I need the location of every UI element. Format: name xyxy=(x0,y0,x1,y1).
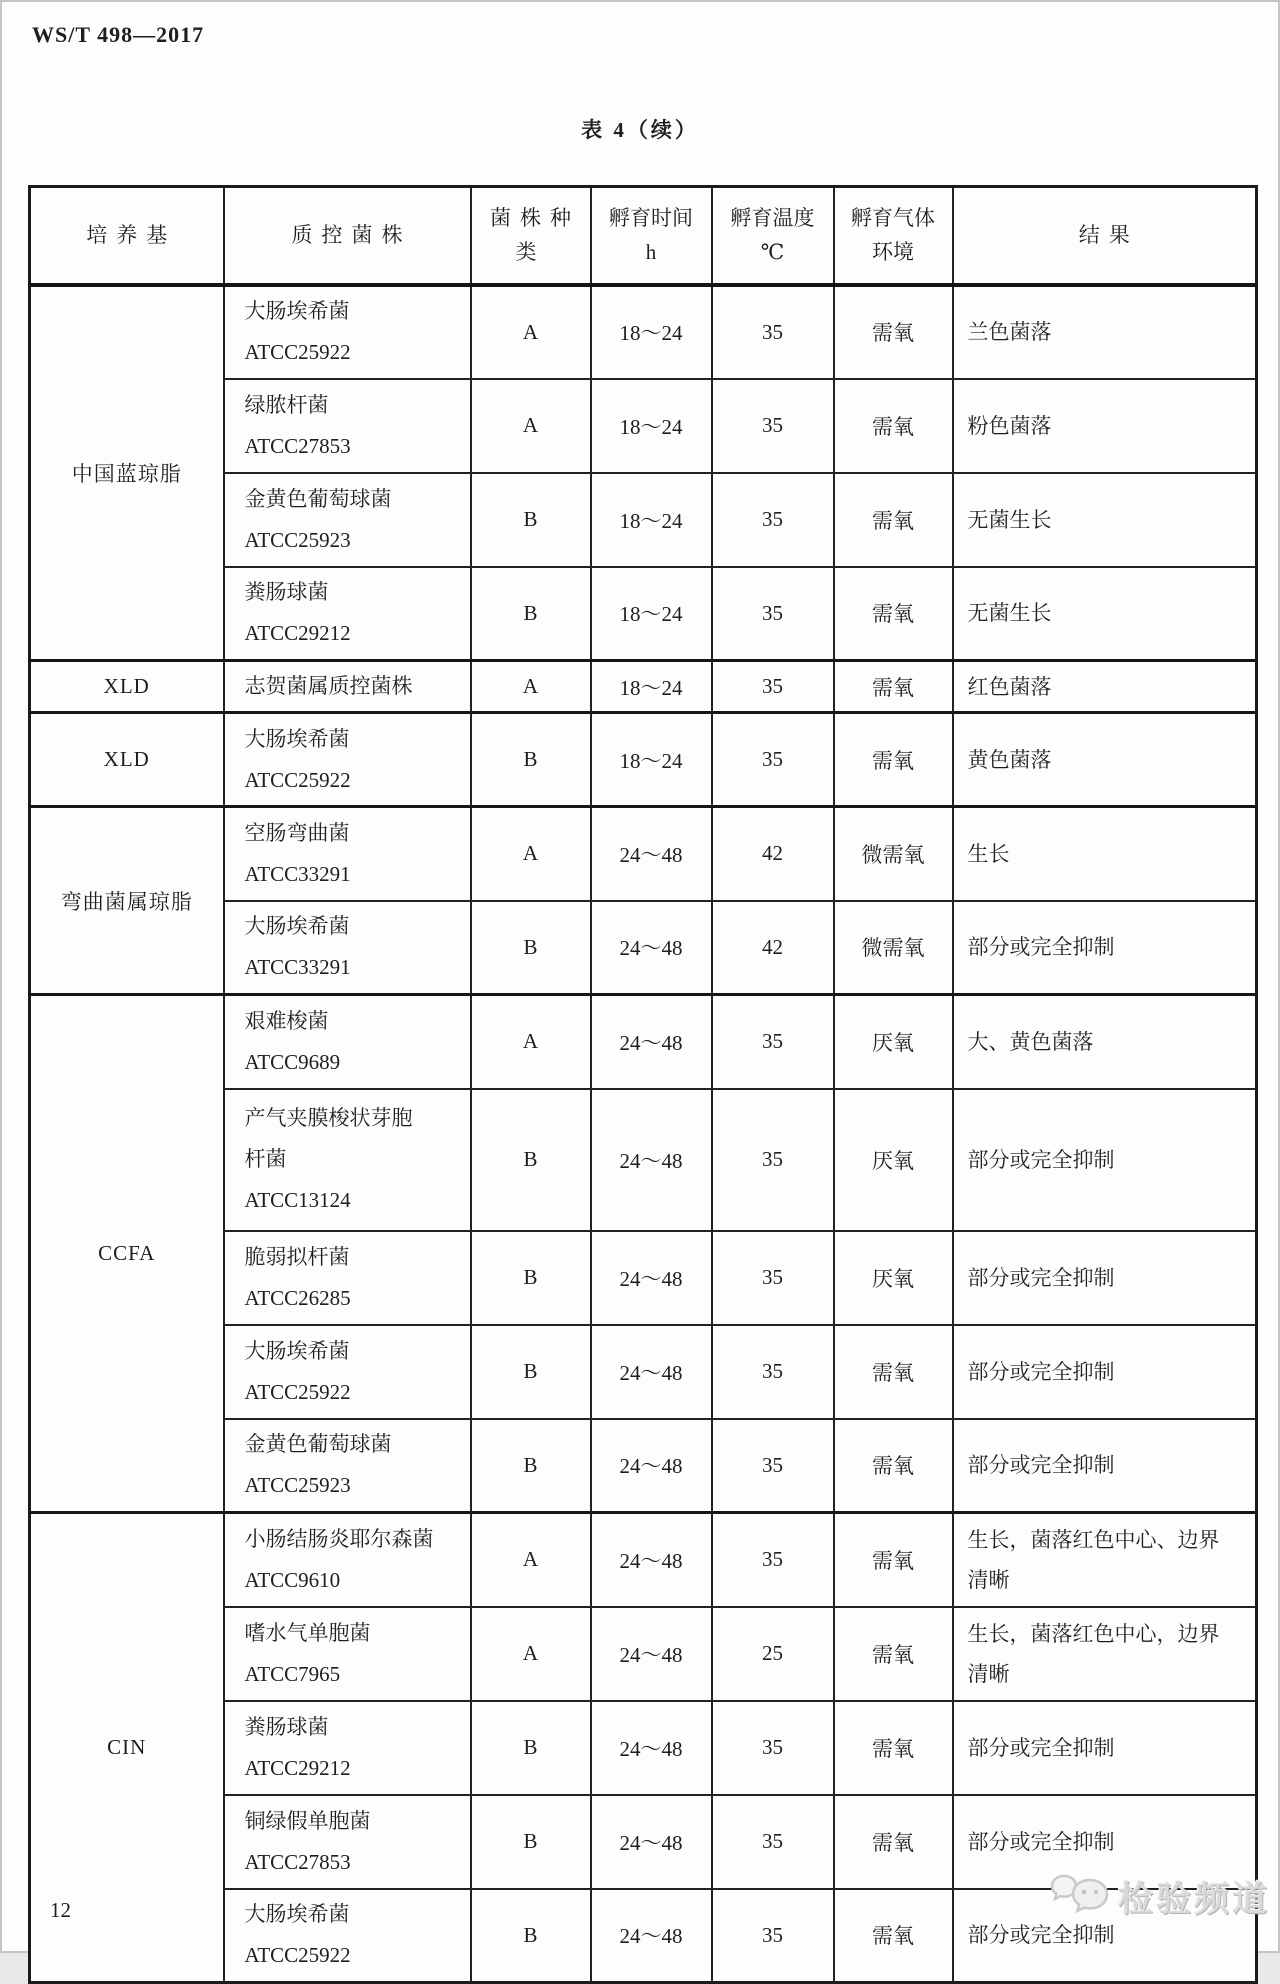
column-header-line: 孵育温度 xyxy=(730,206,815,231)
strain-line: ATCC27853 xyxy=(244,433,351,458)
gas-environment-cell: 需氧 xyxy=(834,661,953,713)
medium-cell: 中国蓝琼脂 xyxy=(30,285,224,661)
incubation-temp-cell: 35 xyxy=(712,1419,834,1513)
gas-environment-cell: 需氧 xyxy=(834,1795,953,1889)
strain-line: 脆弱拟杆菌 xyxy=(244,1244,350,1269)
result-cell xyxy=(953,1701,1257,1795)
strain-type-cell: A xyxy=(471,995,591,1089)
strain-type-cell: B xyxy=(471,1889,591,1983)
table-row xyxy=(30,995,1257,1089)
incubation-time-cell: 18～24 xyxy=(591,661,712,713)
table-body xyxy=(30,285,1257,1983)
result-cell xyxy=(953,713,1257,807)
strain-type-cell: A xyxy=(471,1513,591,1607)
column-header-line: 质控菌株 xyxy=(291,223,412,248)
result-line: 大、黄色菌落 xyxy=(967,1029,1094,1054)
strain-cell xyxy=(224,901,471,995)
strain-line: ATCC29212 xyxy=(244,621,351,646)
strain-line: 小肠结肠炎耶尔森菌 xyxy=(244,1526,434,1551)
gas-environment-cell: 微需氧 xyxy=(834,807,953,901)
result-line: 部分或完全抑制 xyxy=(967,1265,1115,1290)
result-cell xyxy=(953,1419,1257,1513)
result-line: 红色菌落 xyxy=(967,674,1052,699)
gas-environment-cell: 需氧 xyxy=(834,1889,953,1983)
strain-cell xyxy=(224,473,471,567)
strain-line: ATCC29212 xyxy=(244,1755,351,1780)
strain-line: 大肠埃希菌 xyxy=(244,1338,350,1363)
medium-cell: CIN xyxy=(30,1513,224,1983)
incubation-temp-cell: 35 xyxy=(712,995,834,1089)
strain-line: ATCC25922 xyxy=(244,1379,351,1404)
result-line: 生长，菌落红色中心，边界 xyxy=(967,1621,1220,1646)
strain-cell xyxy=(224,1325,471,1419)
strain-line: ATCC33291 xyxy=(244,861,351,886)
strain-type-cell: B xyxy=(471,473,591,567)
strain-type-cell: A xyxy=(471,807,591,901)
incubation-temp-cell: 35 xyxy=(712,1701,834,1795)
strain-type-cell: B xyxy=(471,1419,591,1513)
incubation-temp-cell: 35 xyxy=(712,1089,834,1231)
strain-type-cell: B xyxy=(471,1795,591,1889)
incubation-time-cell: 24～48 xyxy=(591,1419,712,1513)
incubation-temp-cell: 35 xyxy=(712,1889,834,1983)
gas-environment-cell: 厌氧 xyxy=(834,1231,953,1325)
incubation-time-cell: 18～24 xyxy=(591,567,712,661)
strain-type-cell: B xyxy=(471,1089,591,1231)
gas-environment-cell: 需氧 xyxy=(834,1513,953,1607)
incubation-time-cell: 24～48 xyxy=(591,1889,712,1983)
result-cell xyxy=(953,567,1257,661)
gas-environment-cell: 需氧 xyxy=(834,1607,953,1701)
strain-cell xyxy=(224,713,471,807)
table-row xyxy=(30,713,1257,807)
table-row xyxy=(30,807,1257,901)
column-header-4 xyxy=(712,187,834,285)
strain-line: 绿脓杆菌 xyxy=(244,392,329,417)
table-row xyxy=(30,661,1257,713)
strain-cell xyxy=(224,1701,471,1795)
column-header-0 xyxy=(30,187,224,285)
strain-line: ATCC25923 xyxy=(244,527,351,552)
gas-environment-cell: 需氧 xyxy=(834,1419,953,1513)
result-cell xyxy=(953,1231,1257,1325)
gas-environment-cell: 需氧 xyxy=(834,713,953,807)
incubation-time-cell: 24～48 xyxy=(591,807,712,901)
strain-line: 艰难梭菌 xyxy=(244,1008,329,1033)
strain-line: 金黄色葡萄球菌 xyxy=(244,1432,392,1457)
table-row xyxy=(30,285,1257,379)
column-header-5 xyxy=(834,187,953,285)
strain-line: ATCC25922 xyxy=(244,767,351,792)
strain-line: 大肠埃希菌 xyxy=(244,1902,350,1927)
doc-number: WS/T 498—2017 xyxy=(32,22,205,47)
column-header-line: h xyxy=(645,240,657,265)
column-header-line: 结果 xyxy=(1078,223,1139,248)
result-line: 清晰 xyxy=(967,1661,1010,1686)
strain-cell xyxy=(224,1889,471,1983)
incubation-time-cell: 24～48 xyxy=(591,901,712,995)
result-line: 部分或完全抑制 xyxy=(967,1453,1115,1478)
strain-cell xyxy=(224,1089,471,1231)
strain-line: ATCC27853 xyxy=(244,1849,351,1874)
incubation-temp-cell: 35 xyxy=(712,1513,834,1607)
strain-line: ATCC26285 xyxy=(244,1285,351,1310)
strain-line: 大肠埃希菌 xyxy=(244,726,350,751)
strain-cell xyxy=(224,1795,471,1889)
incubation-temp-cell: 42 xyxy=(712,807,834,901)
result-line: 粉色菌落 xyxy=(967,413,1052,438)
table-title: 表 4（续） xyxy=(581,118,699,142)
result-line: 兰色菌落 xyxy=(967,320,1052,344)
column-header-2 xyxy=(471,187,591,285)
strain-type-cell: B xyxy=(471,901,591,995)
result-line: 黄色菌落 xyxy=(967,747,1052,772)
medium-cell: CCFA xyxy=(30,995,224,1513)
result-line: 部分或完全抑制 xyxy=(967,1923,1115,1948)
result-cell xyxy=(953,285,1257,379)
incubation-temp-cell: 35 xyxy=(712,713,834,807)
strain-cell xyxy=(224,995,471,1089)
watermark-text: 检验频道 xyxy=(1118,1879,1271,1919)
gas-environment-cell: 需氧 xyxy=(834,1325,953,1419)
strain-line: 嗜水气单胞菌 xyxy=(244,1620,371,1645)
result-line: 部分或完全抑制 xyxy=(967,1147,1115,1172)
gas-environment-cell: 需氧 xyxy=(834,379,953,473)
result-cell xyxy=(953,379,1257,473)
strain-type-cell: B xyxy=(471,1701,591,1795)
incubation-time-cell: 24～48 xyxy=(591,1325,712,1419)
strain-cell xyxy=(224,807,471,901)
result-cell xyxy=(953,1795,1257,1889)
strain-cell xyxy=(224,661,471,713)
result-line: 清晰 xyxy=(967,1567,1010,1592)
strain-line: ATCC33291 xyxy=(244,955,351,980)
result-line: 部分或完全抑制 xyxy=(967,935,1115,960)
strain-line: 金黄色葡萄球菌 xyxy=(244,486,392,511)
strain-line: ATCC13124 xyxy=(244,1188,351,1212)
incubation-time-cell: 18～24 xyxy=(591,473,712,567)
strain-type-cell: B xyxy=(471,567,591,661)
strain-line: 铜绿假单胞菌 xyxy=(244,1808,371,1833)
qc-table xyxy=(28,185,1258,1984)
column-header-line: 孵育时间 xyxy=(609,206,693,231)
strain-line: ATCC25923 xyxy=(244,1473,351,1498)
column-header-line: 环境 xyxy=(872,240,914,265)
table-row xyxy=(30,1513,1257,1607)
result-line: 部分或完全抑制 xyxy=(967,1829,1115,1854)
column-header-line: 孵育气体 xyxy=(851,206,935,231)
gas-environment-cell: 微需氧 xyxy=(834,901,953,995)
incubation-time-cell: 24～48 xyxy=(591,1089,712,1231)
result-line: 无菌生长 xyxy=(967,507,1052,532)
incubation-time-cell: 18～24 xyxy=(591,379,712,473)
strain-line: 志贺菌属质控菌株 xyxy=(244,674,413,698)
gas-environment-cell: 厌氧 xyxy=(834,1089,953,1231)
gas-environment-cell: 需氧 xyxy=(834,285,953,379)
result-cell xyxy=(953,1889,1257,1983)
gas-environment-cell: 厌氧 xyxy=(834,995,953,1089)
strain-line: ATCC25922 xyxy=(244,1943,351,1968)
column-header-1 xyxy=(224,187,471,285)
result-cell xyxy=(953,1607,1257,1701)
strain-type-cell: A xyxy=(471,661,591,713)
strain-line: ATCC7965 xyxy=(244,1661,341,1686)
strain-type-cell: A xyxy=(471,1607,591,1701)
page-number: 12 xyxy=(50,1898,71,1922)
strain-cell xyxy=(224,1419,471,1513)
column-header-line: ℃ xyxy=(760,240,785,265)
incubation-temp-cell: 35 xyxy=(712,1325,834,1419)
strain-cell xyxy=(224,285,471,379)
strain-line: 大肠埃希菌 xyxy=(244,299,350,323)
strain-type-cell: A xyxy=(471,379,591,473)
medium-cell: 弯曲菌属琼脂 xyxy=(30,807,224,995)
strain-type-cell: A xyxy=(471,285,591,379)
strain-type-cell: B xyxy=(471,1325,591,1419)
incubation-temp-cell: 35 xyxy=(712,473,834,567)
result-cell xyxy=(953,473,1257,567)
incubation-temp-cell: 35 xyxy=(712,1795,834,1889)
result-cell xyxy=(953,1089,1257,1231)
incubation-time-cell: 18～24 xyxy=(591,285,712,379)
column-header-line: 菌株种类 xyxy=(490,206,580,265)
incubation-temp-cell: 35 xyxy=(712,1231,834,1325)
strain-cell xyxy=(224,1513,471,1607)
header-row xyxy=(30,187,1257,285)
gas-environment-cell: 需氧 xyxy=(834,473,953,567)
gas-environment-cell: 需氧 xyxy=(834,1701,953,1795)
result-line: 生长，菌落红色中心、边界 xyxy=(967,1527,1220,1552)
strain-line: ATCC9610 xyxy=(244,1567,341,1592)
incubation-temp-cell: 25 xyxy=(712,1607,834,1701)
incubation-time-cell: 24～48 xyxy=(591,995,712,1089)
strain-line: ATCC25922 xyxy=(244,340,351,364)
incubation-time-cell: 18～24 xyxy=(591,713,712,807)
result-line: 无菌生长 xyxy=(967,601,1052,626)
result-cell xyxy=(953,995,1257,1089)
gas-environment-cell: 需氧 xyxy=(834,567,953,661)
medium-cell: XLD xyxy=(30,713,224,807)
strain-cell xyxy=(224,379,471,473)
incubation-temp-cell: 35 xyxy=(712,285,834,379)
incubation-temp-cell: 35 xyxy=(712,661,834,713)
incubation-time-cell: 24～48 xyxy=(591,1607,712,1701)
strain-type-cell: B xyxy=(471,1231,591,1325)
incubation-time-cell: 24～48 xyxy=(591,1513,712,1607)
column-header-3 xyxy=(591,187,712,285)
strain-line: 粪肠球菌 xyxy=(244,580,329,605)
result-line: 部分或完全抑制 xyxy=(967,1735,1115,1760)
incubation-temp-cell: 35 xyxy=(712,567,834,661)
incubation-time-cell: 24～48 xyxy=(591,1795,712,1889)
result-cell xyxy=(953,807,1257,901)
strain-line: 粪肠球菌 xyxy=(244,1714,329,1739)
result-cell xyxy=(953,1325,1257,1419)
incubation-time-cell: 24～48 xyxy=(591,1701,712,1795)
result-line: 生长 xyxy=(967,841,1010,866)
strain-line: ATCC9689 xyxy=(244,1049,341,1074)
medium-cell: XLD xyxy=(30,661,224,713)
result-cell xyxy=(953,901,1257,995)
strain-cell xyxy=(224,1607,471,1701)
table-header xyxy=(30,187,1257,285)
column-header-6 xyxy=(953,187,1257,285)
strain-cell xyxy=(224,1231,471,1325)
strain-line: 产气夹膜梭状芽胞 xyxy=(244,1106,413,1130)
strain-type-cell: B xyxy=(471,713,591,807)
strain-cell xyxy=(224,567,471,661)
result-cell xyxy=(953,661,1257,713)
strain-line: 大肠埃希菌 xyxy=(244,914,350,939)
incubation-temp-cell: 42 xyxy=(712,901,834,995)
result-line: 部分或完全抑制 xyxy=(967,1359,1115,1384)
incubation-temp-cell: 35 xyxy=(712,379,834,473)
column-header-line: 培养基 xyxy=(86,223,177,248)
strain-line: 空肠弯曲菌 xyxy=(244,820,350,845)
incubation-time-cell: 24～48 xyxy=(591,1231,712,1325)
result-cell xyxy=(953,1513,1257,1607)
strain-line: 杆菌 xyxy=(244,1147,287,1171)
